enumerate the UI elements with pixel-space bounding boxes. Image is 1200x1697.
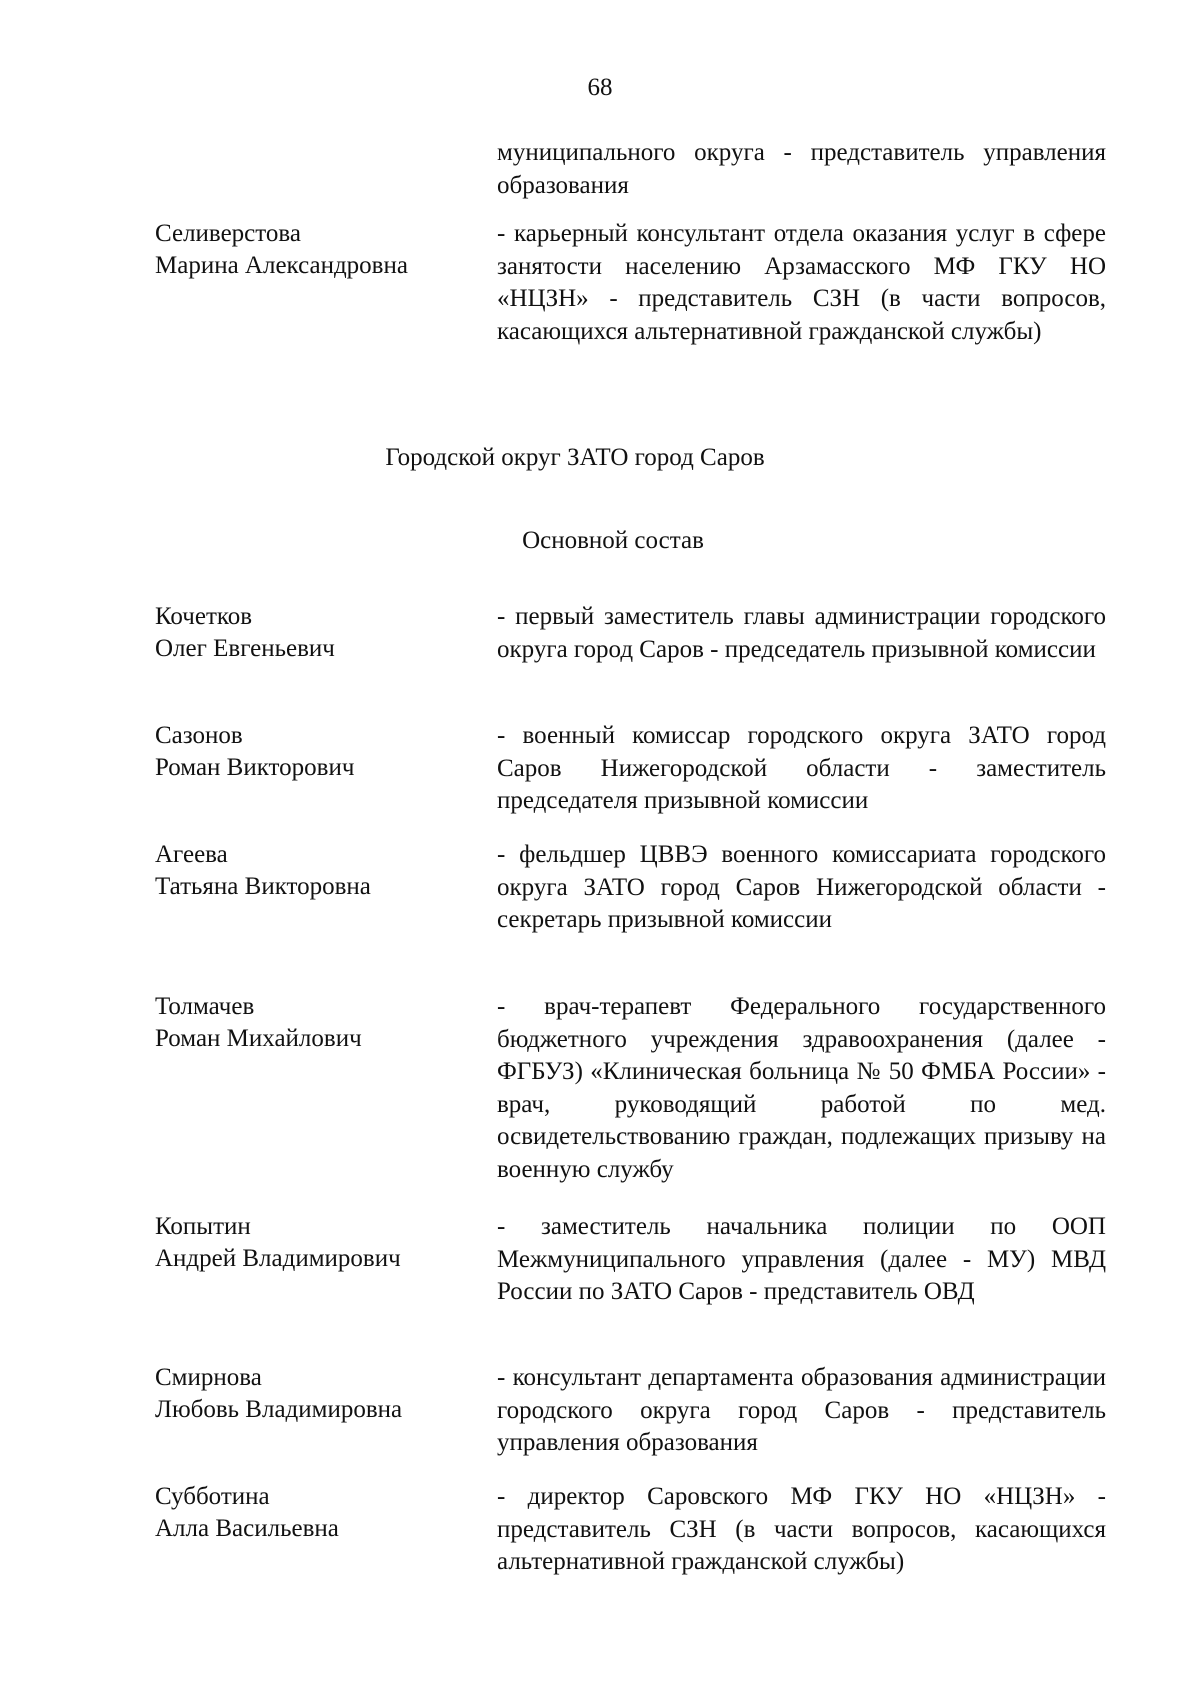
member-given-names: Роман Викторович — [155, 754, 355, 781]
member-surname: Субботина — [155, 1483, 270, 1510]
member-description: - консультант департамента образования администрации городского округа город Саров - представитель управления образования — [497, 1364, 1106, 1456]
member-surname: Кочетков — [155, 603, 253, 630]
member-given-names: Андрей Владимирович — [155, 1245, 401, 1272]
member-name — [155, 720, 495, 784]
member-description: - директор Саровского МФ ГКУ НО «НЦЗН» - представитель СЗН (в части вопросов, касающихся альтернативной гражданской службы) — [497, 1483, 1106, 1575]
member-given-names: Роман Михайлович — [155, 1025, 362, 1052]
member-name — [155, 991, 495, 1055]
section-subtitle: Основной состав — [522, 527, 704, 554]
member-description: - военный комиссар городского округа ЗАТО город Саров Нижегородской области - заместитель председателя призывной комиссии — [497, 722, 1106, 814]
member-given-names: Марина Александровна — [155, 252, 408, 279]
member-surname: Копытин — [155, 1213, 251, 1240]
member-description: - первый заместитель главы администрации городского округа город Саров - председатель призывной комиссии — [497, 603, 1106, 663]
member-name — [155, 601, 495, 665]
member-description: - карьерный консультант отдела оказания услуг в сфере занятости населению Арзамасского МФ ГКУ НО «НЦЗН» - представитель СЗН (в части вопросов, касающихся альтернативной гражданской службы) — [497, 220, 1106, 345]
member-surname: Смирнова — [155, 1364, 262, 1391]
member-given-names: Олег Евгеньевич — [155, 635, 335, 662]
section-title: Городской округ ЗАТО город Саров — [385, 444, 765, 471]
member-given-names: Татьяна Викторовна — [155, 873, 371, 900]
member-given-names: Любовь Владимировна — [155, 1396, 403, 1423]
member-name — [155, 1362, 495, 1426]
member-description: - заместитель начальника полиции по ООП Межмуниципального управления (далее - МУ) МВД России по ЗАТО Саров - представитель ОВД — [497, 1213, 1106, 1305]
member-description: - врач-терапевт Федерального государственного бюджетного учреждения здравоохранения (далее - ФГБУЗ) «Клиническая больница № 50 ФМБА России» - врач, руководящий работой по мед. освидетельствованию граждан, подлежащих призыву на военную службу — [497, 993, 1106, 1183]
member-name — [155, 1481, 495, 1545]
member-surname: Селиверстова — [155, 220, 301, 247]
member-surname: Толмачев — [155, 993, 255, 1020]
member-surname: Агеева — [155, 841, 228, 868]
member-surname: Сазонов — [155, 722, 243, 749]
page-number: 68 — [587, 74, 613, 101]
member-description: - фельдшер ЦВВЭ военного комиссариата городского округа ЗАТО город Саров Нижегородской области - секретарь призывной комиссии — [497, 841, 1106, 933]
member-name — [155, 1211, 495, 1275]
member-name — [155, 839, 495, 903]
member-name — [155, 218, 495, 282]
member-description: муниципального округа - представитель управления образования — [497, 139, 1106, 199]
member-given-names: Алла Васильевна — [155, 1515, 339, 1542]
